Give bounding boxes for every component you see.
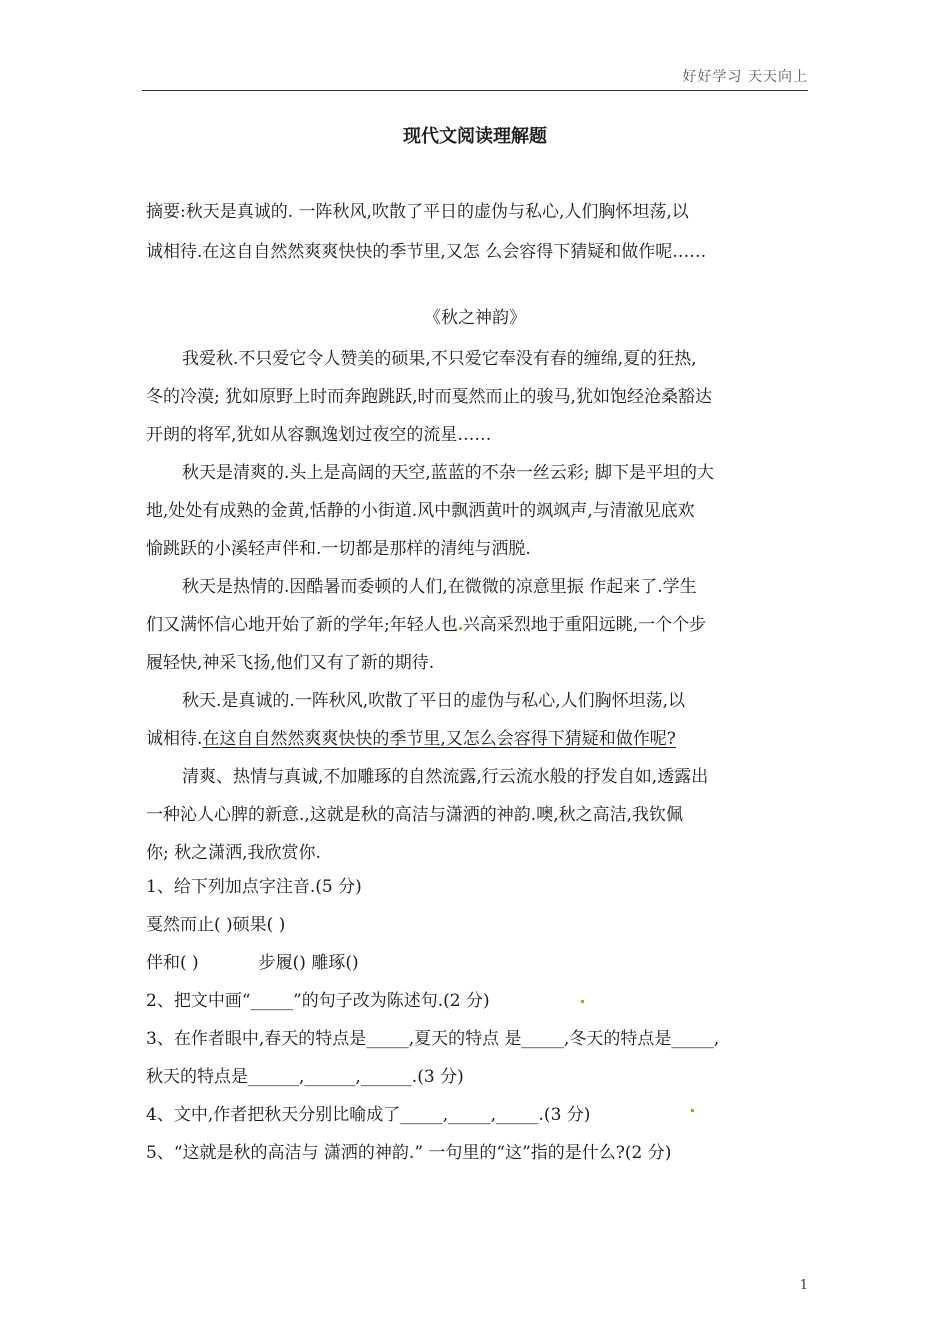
question-1-items-b — [146, 944, 806, 982]
paragraph-3-line-2-part-b: 兴高采烈地于重阳远眺,一个个步 — [462, 615, 707, 635]
paragraph-3-line-2-part-a: 们又满怀信心地开始了新的学年;年轻人也 — [146, 615, 458, 635]
question-4: 4、文中,作者把秋天分别比喻成了_____,_____,_____.(3 分) — [146, 1105, 591, 1125]
question-1-item-diaozhuo: 雕琢() — [311, 953, 359, 973]
paragraph-1-line-3: 开朗的将军,犹如从容飘逸划过夜空的流星…… — [146, 425, 492, 445]
page-number: 1 — [799, 1278, 808, 1293]
abstract — [146, 192, 806, 272]
question-2: 2、把文中画“_____”的句子改为陈述句.(2 分) — [146, 991, 490, 1011]
paragraph-4-line-2 — [146, 720, 806, 758]
question-1-item-bulv: 步履() — [258, 953, 306, 973]
paragraph-2-line-2: 地,处处有成熟的金黄,恬静的小街道.风中飘洒黄叶的飒飒声,与清澈见底欢 — [146, 501, 695, 521]
stray-mark — [581, 1000, 584, 1003]
questions — [146, 868, 806, 1172]
paragraph-5-line-3: 你; 秋之潇洒,我欣赏你. — [146, 843, 321, 863]
question-1-items-a: 戛然而止( )硕果( ) — [146, 915, 286, 935]
essay-body — [146, 340, 806, 872]
header-divider — [142, 90, 808, 91]
question-3-line-1: 3、在作者眼中,春天的特点是_____,夏天的特点 是_____,冬天的特点是_____, — [146, 1029, 720, 1049]
underlined-sentence: 在这自自然然爽爽快快的季节里,又怎么会容得下猜疑和做作呢? — [202, 729, 676, 749]
paragraph-1-line-2: 冬的冷漠; 犹如原野上时而奔跑跳跃,时而戛然而止的骏马,犹如饱经沧桑豁达 — [146, 387, 712, 407]
question-5: 5、“这就是秋的高洁与 潇洒的神韵.” 一句里的“这”指的是什么?(2 分) — [146, 1143, 672, 1163]
page-header-motto: 好好学习 天天向上 — [682, 69, 808, 85]
paragraph-3-line-3: 履轻快,神采飞扬,他们又有了新的期待. — [146, 653, 435, 673]
paragraph-2-line-3: 愉跳跃的小溪轻声伴和.一切都是那样的清纯与洒脱. — [146, 539, 531, 559]
question-1-item-banhe: 伴和( ) — [146, 953, 199, 973]
abstract-line-2: 诚相待.在这自自然然爽爽快快的季节里,又怎 么会容得下猜疑和做作呢…… — [146, 242, 707, 262]
paragraph-4-line-2-part-a: 诚相待. — [146, 729, 203, 749]
paragraph-2-line-1: 秋天是清爽的.头上是高阔的天空,蓝蓝的不杂一丝云彩; 脚下是平坦的大 — [182, 463, 714, 483]
stray-mark — [691, 1109, 694, 1112]
essay-title: 《秋之神韵》 — [424, 308, 526, 328]
paragraph-5-line-2: 一种沁人心脾的新意.,这就是秋的高洁与潇洒的神韵.噢,秋之高洁,我钦佩 — [146, 805, 684, 825]
emphasis-dot — [459, 627, 462, 630]
paragraph-5-line-1: 清爽、热情与真诚,不加雕琢的自然流露,行云流水般的抒发自如,透露出 — [182, 767, 709, 787]
document-title: 现代文阅读理解题 — [403, 126, 547, 147]
paragraph-1-line-1: 我爱秋.不只爱它令人赞美的硕果,不只爱它奉没有春的缠绵,夏的狂热, — [182, 349, 697, 369]
question-1: 1、给下列加点字注音.(5 分) — [146, 877, 362, 897]
paragraph-3-line-1: 秋天是热情的.因酷暑而委顿的人们,在微微的凉意里振 作起来了.学生 — [182, 577, 697, 597]
question-3-line-2: 秋天的特点是______,______,______.(3 分) — [146, 1067, 464, 1087]
paragraph-4-line-1: 秋天.是真诚的.一阵秋风,吹散了平日的虚伪与私心,人们胸怀坦荡,以 — [182, 691, 686, 711]
paragraph-3-line-2 — [146, 606, 806, 644]
abstract-line-1: 摘要:秋天是真诚的. 一阵秋风,吹散了平日的虚伪与私心,人们胸怀坦荡,以 — [146, 202, 689, 222]
